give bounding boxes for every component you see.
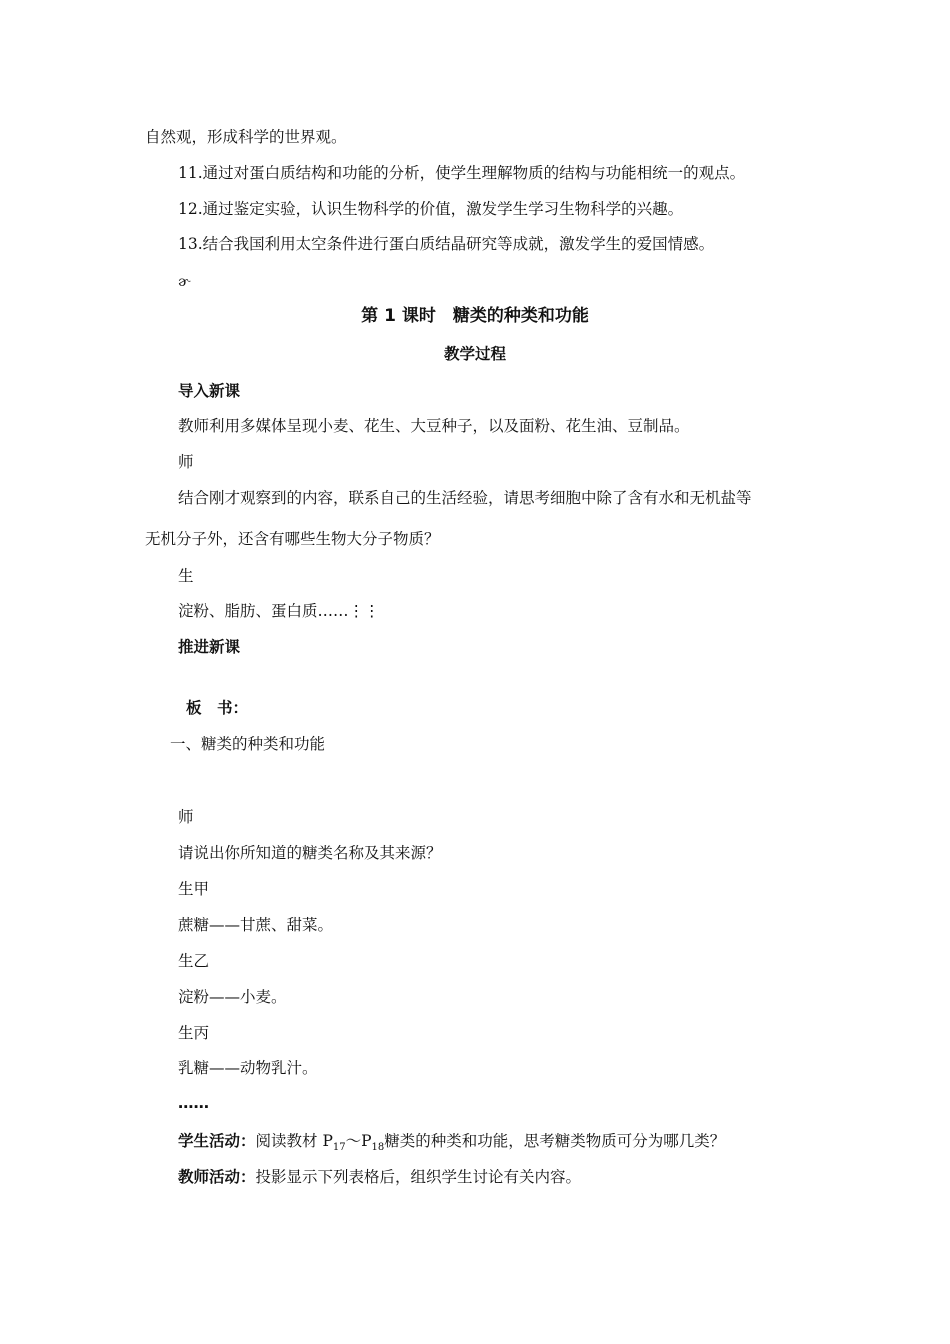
answer-b: 淀粉——小麦。: [178, 988, 287, 1006]
speaker-student-c: 生丙: [178, 1024, 210, 1042]
student-activity-text-a: 阅读教材 P: [255, 1132, 333, 1150]
answer-a: 蔗糖——甘蔗、甜菜。: [178, 916, 334, 934]
answer-c: 乳糖——动物乳汁。: [178, 1059, 318, 1077]
ellipsis: ……: [178, 1094, 209, 1112]
page-sub-18: 18: [371, 1142, 385, 1154]
advance-heading: 推进新课: [178, 638, 241, 656]
teacher-question: 请说出你所知道的糖类名称及其来源？: [178, 844, 442, 862]
speaker-student: 生: [178, 567, 194, 585]
teacher-activity-text: 投影显示下列表格后，组织学生讨论有关内容。: [255, 1168, 582, 1186]
page-sub-17: 17: [332, 1142, 346, 1154]
objective-item-12: 12.通过鉴定实验，认识生物科学的价值，激发学生学习生物科学的兴趣。: [178, 200, 684, 218]
lesson-title: 第 1 课时 糖类的种类和功能: [361, 306, 589, 326]
question-line-2: 无机分子外，还含有哪些生物大分子物质？: [145, 530, 440, 548]
process-heading: 教学过程: [443, 345, 506, 363]
speaker-student-b: 生乙: [178, 952, 210, 970]
intro-heading: 导入新课: [178, 382, 241, 400]
speaker-student-a: 生甲: [178, 880, 210, 898]
objective-item-11: 11.通过对蛋白质结构和功能的分析，使学生理解物质的结构与功能相统一的观点。: [178, 164, 746, 182]
speaker-teacher: 师: [178, 808, 194, 826]
objective-continuation: 自然观，形成科学的世界观。: [145, 128, 347, 146]
student-answer: 淀粉、脂肪、蛋白质……⋮⋮: [178, 602, 380, 620]
objective-item-13: 13.结合我国利用太空条件进行蛋白质结晶研究等成就，激发学生的爱国情感。: [178, 235, 715, 253]
speaker-teacher: 师: [178, 453, 194, 471]
question-line-1: 结合刚才观察到的内容，联系自己的生活经验，请思考细胞中除了含有水和无机盐等: [178, 489, 752, 507]
student-activity-text-b: 糖类的种类和功能，思考糖类物质可分为哪几类？: [384, 1132, 726, 1150]
student-activity-label: 学生活动：: [178, 1132, 256, 1150]
teacher-activity-label: 教师活动：: [178, 1168, 256, 1186]
student-activity-tilde: ～P: [345, 1132, 372, 1150]
ornament-glyph-icon: ɚ: [178, 274, 190, 290]
board-item: 一、糖类的种类和功能: [170, 735, 326, 753]
intro-text: 教师利用多媒体呈现小麦、花生、大豆种子，以及面粉、花生油、豆制品。: [178, 417, 690, 435]
student-activity: [178, 1130, 725, 1159]
board-label: 板 书：: [186, 699, 249, 717]
teacher-activity: [178, 1166, 581, 1188]
